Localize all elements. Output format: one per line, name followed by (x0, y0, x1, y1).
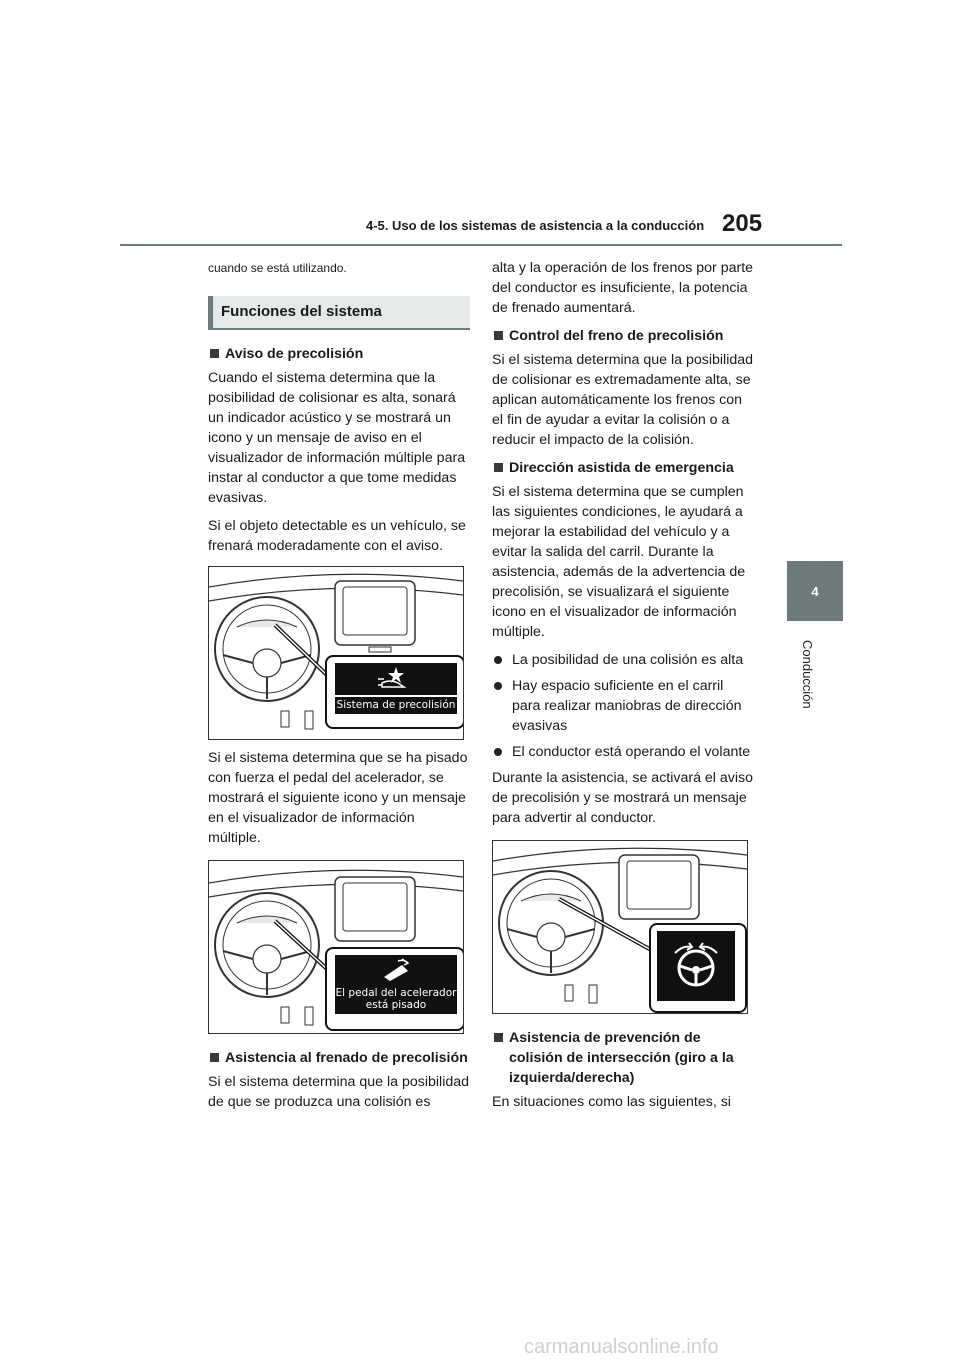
subheading-aviso: Aviso de precolisión (208, 344, 470, 364)
intro-fragment: cuando se está utilizando. (208, 261, 347, 275)
paragraph: Si el sistema determina que la posibilidad de colisionar es extremadamente alta, se aplican automáticamente los frenos con el fin de ayudar a evitar la colisión o a reducir el impacto de la colisión. (492, 352, 754, 448)
figure-emergency-steering (492, 840, 748, 1014)
figure-precollision-system (208, 566, 464, 740)
subheading-asistencia: Asistencia al frenado de precolisión (208, 1048, 470, 1068)
chapter-number: 4 (811, 583, 819, 599)
subheading-direccion: Dirección asistida de emergencia (492, 458, 754, 478)
chapter-tab[interactable] (787, 561, 843, 621)
page-number: 205 (722, 210, 763, 237)
paragraph: Si el sistema determina que se cumplen las siguientes condiciones, le ayudará a mejorar la estabilidad del vehículo y a evitar la salida del carril. Durante la asistencia, además de la advertencia de precolisión, se visualizará el siguiente icono en el visualizador de información múltiple. (492, 484, 746, 640)
header-rule (120, 244, 842, 246)
square-bullet-icon (210, 1053, 219, 1062)
precollision-warning-icon (335, 663, 457, 695)
paragraph: Si el sistema determina que la posibilidad de que se produzca una colisión es (208, 1074, 470, 1110)
paragraph: alta y la operación de los frenos por parte del conductor es insuficiente, la potencia de frenado aumentará. (492, 260, 754, 316)
accelerator-pedal-icon (335, 955, 457, 985)
square-bullet-icon (494, 463, 503, 472)
square-bullet-icon (210, 349, 219, 358)
subheading-control: Control del freno de precolisión (492, 326, 754, 346)
list-item: La posibilidad de una colisión es alta (492, 650, 754, 670)
watermark: carmanualsonline.info (524, 1336, 719, 1358)
square-bullet-icon (494, 331, 503, 340)
figure-label: El pedal del acelerador está pisado (335, 985, 457, 1014)
subheading-interseccion: Asistencia de prevención de colisión de intersección (giro a la izquierda/derecha) (492, 1028, 754, 1088)
paragraph: Si el sistema determina que se ha pisado con fuerza el pedal del acelerador, se mostrará el siguiente icono y un mensaje en el visualizador de información múltiple. (208, 750, 468, 846)
left-column (208, 258, 470, 1120)
list-item: El conductor está operando el volante (492, 742, 754, 762)
paragraph: Durante la asistencia, se activará el aviso de precolisión y se mostrará un mensaje para advertir al conductor. (492, 770, 754, 826)
paragraph: En situaciones como las siguientes, si (492, 1094, 731, 1110)
paragraph: Si el objeto detectable es un vehículo, se frenará moderadamente con el aviso. (208, 518, 466, 554)
figure-label: Sistema de precolisión (335, 697, 457, 714)
bullet-dot-icon (494, 748, 502, 756)
paragraph: Cuando el sistema determina que la posibilidad de colisionar es alta, sonará un indicador acústico y se mostrará un icono y un mensaje de aviso en el visualizador de información múltiple para instar al conductor a que tome medidas evasivas. (208, 370, 466, 506)
list-item: Hay espacio suficiente en el carril para realizar maniobras de dirección evasivas (492, 676, 754, 736)
right-column (492, 258, 754, 1120)
bullet-dot-icon (494, 656, 502, 664)
figure-accelerator-pressed (208, 860, 464, 1034)
steering-assist-icon (657, 931, 735, 1001)
section-heading: Funciones del sistema (208, 296, 470, 330)
square-bullet-icon (494, 1033, 503, 1042)
bullet-dot-icon (494, 682, 502, 690)
chapter-label: Conducción (800, 640, 815, 709)
section-title: 4-5. Uso de los sistemas de asistencia a la conducción (366, 218, 705, 233)
